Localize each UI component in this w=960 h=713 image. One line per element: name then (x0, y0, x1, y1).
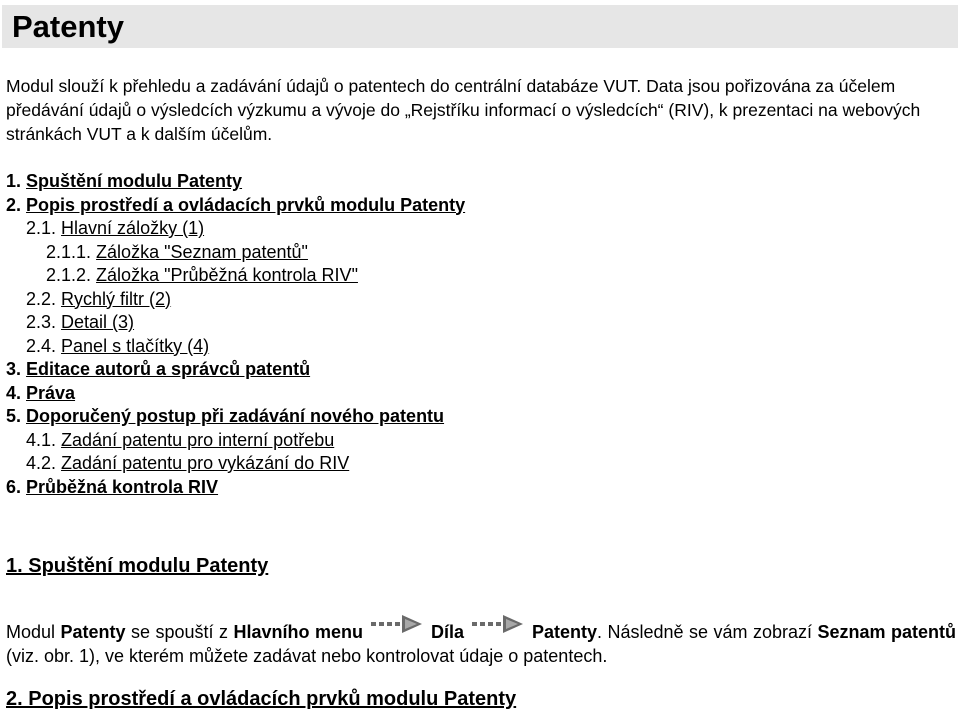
toc-item: 2.1.2. Záložka "Průběžná kontrola RIV" (46, 265, 358, 285)
toc-link-detail[interactable]: Detail (3) (61, 312, 135, 332)
toc-item: 2.3. Detail (3) (26, 312, 135, 332)
toc-link-prava[interactable]: Práva (26, 382, 76, 403)
section-heading-spusteni: 1. Spuštění modulu Patenty (6, 555, 269, 577)
toc-item: 2.1. Hlavní záložky (1) (26, 218, 205, 238)
toc-item: 4.1. Zadání patentu pro interní potřebu (26, 429, 335, 450)
toc-link-zadani-riv[interactable]: Zadání patentu pro vykázání do RIV (61, 453, 350, 473)
toc-link-doporuceny-postup[interactable]: Doporučený postup při zadávání nového patentu (26, 406, 445, 426)
toc-item: 4. Práva (6, 382, 76, 403)
toc-link-popis[interactable]: Popis prostředí a ovládacích prvků modulu Patenty (26, 194, 466, 215)
toc-link-seznam-patentu[interactable]: Záložka "Seznam patentů" (96, 241, 308, 262)
toc-link-rychly-filtr[interactable]: Rychlý filtr (2) (61, 288, 172, 309)
section-heading-popis: 2. Popis prostředí a ovládacích prvků modulu Patenty (6, 688, 517, 710)
toc-link-zadani-interni[interactable]: Zadání patentu pro interní potřebu (61, 429, 335, 450)
toc-item: 5. Doporučený postup při zadávání nového patentu (6, 406, 445, 426)
toc-item: 2.4. Panel s tlačítky (4) (26, 335, 210, 356)
table-of-contents (6, 170, 465, 499)
section1-paragraph: Modul Patenty se spouští z Hlavního menu Díla Patenty. Následně se vám zobrazí Seznam patentů (viz. obr. 1), ve kterém můžete zadávat nebo kontrolovat údaje o patentech. (6, 614, 956, 668)
toc-link-panel-s-tlacitky[interactable]: Panel s tlačítky (4) (61, 335, 210, 356)
toc-item: 6. Průběžná kontrola RIV (6, 476, 219, 497)
menu-arrow-icon (470, 614, 526, 640)
toc-item: 2.1.1. Záložka "Seznam patentů" (46, 241, 308, 262)
page-title: Patenty (12, 9, 124, 44)
toc-item: 4.2. Zadání patentu pro vykázání do RIV (26, 453, 350, 473)
toc-link-editace-autoru[interactable]: Editace autorů a správců patentů (26, 359, 311, 379)
toc-link-prubezna-kontrola-zalozka[interactable]: Záložka "Průběžná kontrola RIV" (96, 265, 358, 285)
toc-item: 3. Editace autorů a správců patentů (6, 359, 311, 379)
menu-arrow-icon (369, 614, 425, 640)
toc-link-spusteni[interactable]: Spuštění modulu Patenty (26, 171, 243, 191)
toc-item: 2. Popis prostředí a ovládacích prvků modulu Patenty (6, 194, 466, 215)
intro-paragraph: Modul slouží k přehledu a zadávání údajů o patentech do centrální databáze VUT. Data jsou pořizována za účelem předávání údajů o výsledcích výzkumu a vývoje do „Rejstříku informací o výsledcích“ (RIV), k prezentaci na webových stránkách VUT a k dalším účelům. (6, 76, 921, 144)
page-title-bar (2, 5, 958, 48)
toc-item: 2.2. Rychlý filtr (2) (26, 288, 172, 309)
toc-link-prubezna-kontrola[interactable]: Průběžná kontrola RIV (26, 476, 219, 497)
toc-link-hlavni-zalozky[interactable]: Hlavní záložky (1) (61, 218, 205, 238)
toc-item: 1. Spuštění modulu Patenty (6, 171, 243, 191)
